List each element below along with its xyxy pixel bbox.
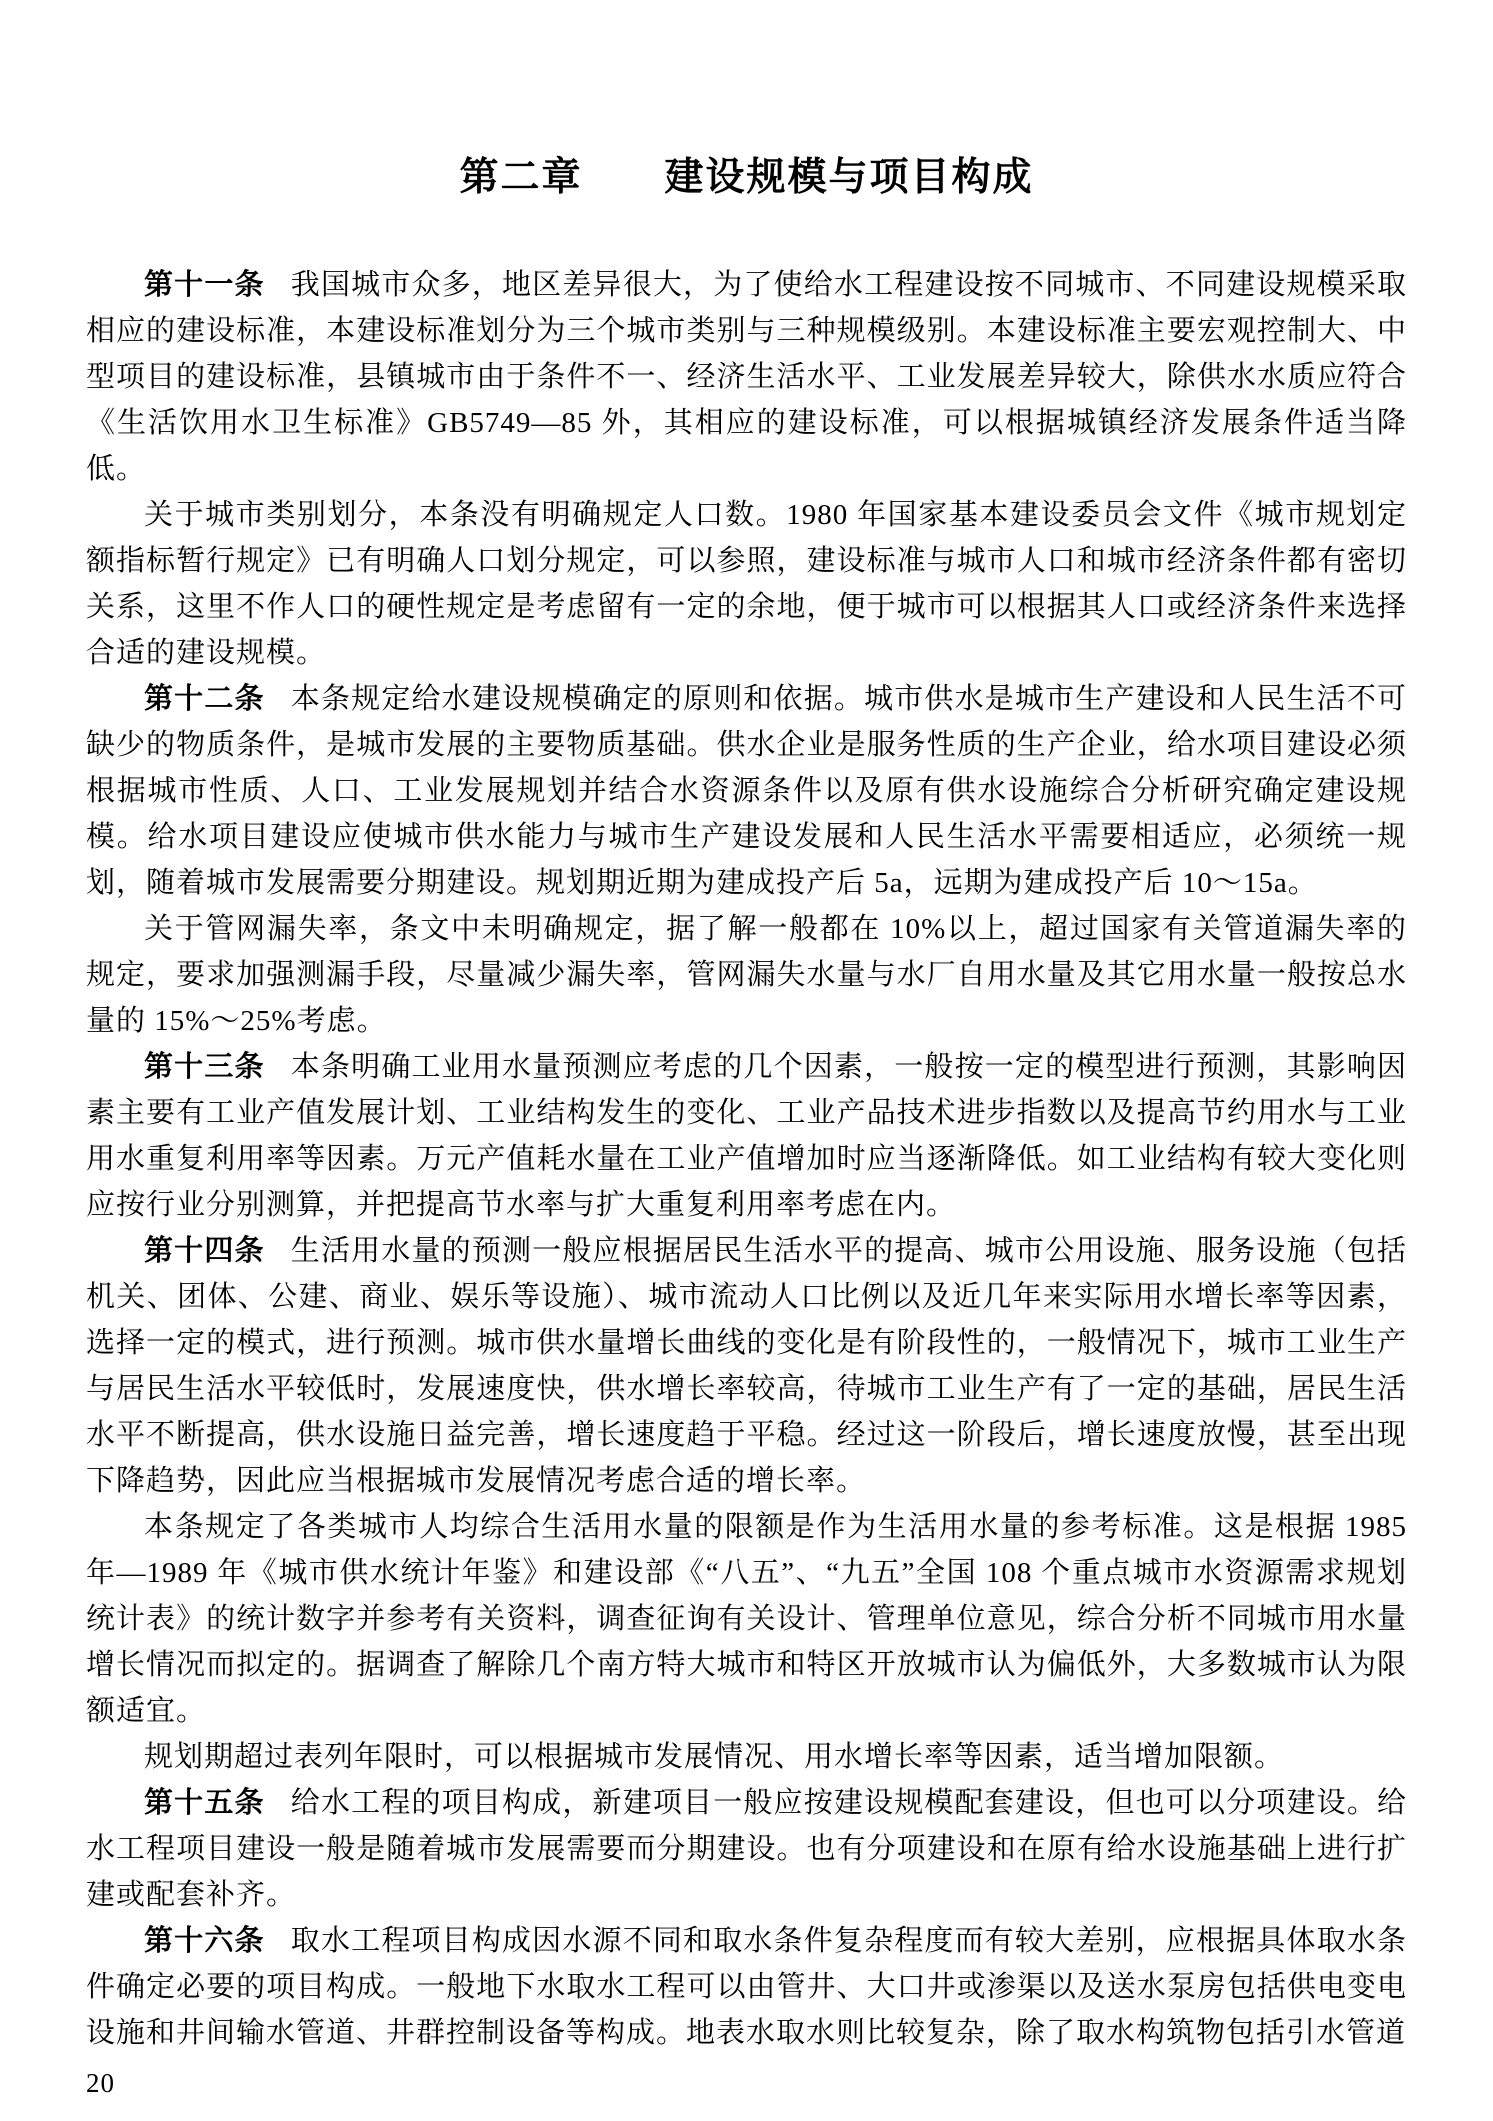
article-label: 第十一条 [144,269,265,301]
page-number: 20 [86,2068,115,2098]
paragraph-text: 取水工程项目构成因水源不同和取水条件复杂程度而有较大差别，应根据具体取水条件确定必要的项目构成。一般地下水取水工程可以由管井、大口井或渗渠以及送水泵房包括供电变电设施和井间输水管道、井群控制设备等构成。地表水取水则比较复杂，除了取水构筑物包括引水管道 [86,1925,1407,2049]
paragraph-text: 生活用水量的预测一般应根据居民生活水平的提高、城市公用设施、服务设施（包括机关、团体、公建、商业、娱乐等设施）、城市流动人口比例以及近几年来实际用水增长率等因素，选择一定的模式，进行预测。城市供水量增长曲线的变化是有阶段性的，一般情况下，城市工业生产与居民生活水平较低时，发展速度快，供水增长率较高，待城市工业生产有了一定的基础，居民生活水平不断提高，供水设施日益完善，增长速度趋于平稳。经过这一阶段后，增长速度放慢，甚至出现下降趋势，因此应当根据城市发展情况考虑合适的增长率。 [86,1235,1407,1497]
article-label: 第十五条 [144,1787,265,1819]
article-label: 第十四条 [144,1235,265,1267]
body-paragraph [86,1734,1407,1780]
paragraph-text: 规划期超过表列年限时，可以根据城市发展情况、用水增长率等因素，适当增加限额。 [144,1741,1285,1773]
paragraph-text: 本条明确工业用水量预测应考虑的几个因素，一般按一定的模型进行预测，其影响因素主要有工业产值发展计划、工业结构发生的变化、工业产品技术进步指数以及提高节约用水与工业用水重复利用率等因素。万元产值耗水量在工业产值增加时应当逐渐降低。如工业结构有较大变化则应按行业分别测算，并把提高节水率与扩大重复利用率考虑在内。 [86,1051,1407,1221]
paragraph-text: 关于管网漏失率，条文中未明确规定，据了解一般都在 10%以上，超过国家有关管道漏失率的规定，要求加强测漏手段，尽量减少漏失率，管网漏失水量与水厂自用水量及其它用水量一般按总水量的 15%～25%考虑。 [86,913,1407,1037]
body-paragraph [86,1044,1407,1228]
body-paragraph [86,1918,1407,2056]
body-paragraph [86,492,1407,676]
body-paragraph [86,676,1407,906]
body-paragraph [86,262,1407,492]
article-label: 第十二条 [144,683,265,715]
document-body [86,262,1407,2056]
body-paragraph [86,906,1407,1044]
paragraph-text: 我国城市众多，地区差异很大，为了使给水工程建设按不同城市、不同建设规模采取相应的建设标准，本建设标准划分为三个城市类别与三种规模级别。本建设标准主要宏观控制大、中型项目的建设标准，县镇城市由于条件不一、经济生活水平、工业发展差异较大，除供水水质应符合《生活饮用水卫生标准》GB5749—85 外，其相应的建设标准，可以根据城镇经济发展条件适当降低。 [86,269,1407,485]
body-paragraph [86,1780,1407,1918]
article-label: 第十三条 [144,1051,265,1083]
body-paragraph [86,1504,1407,1734]
chapter-title: 第二章 建设规模与项目构成 [459,156,1034,199]
article-label: 第十六条 [144,1925,265,1957]
paragraph-text: 本条规定了各类城市人均综合生活用水量的限额是作为生活用水量的参考标准。这是根据 1985 年—1989 年《城市供水统计年鉴》和建设部《“八五”、“九五”全国 108 个重点城市水资源需求规划统计表》的统计数字并参考有关资料，调查征询有关设计、管理单位意见，综合分析不同城市用水量增长情况而拟定的。据调查了解除几个南方特大城市和特区开放城市认为偏低外，大多数城市认为限额适宜。 [86,1511,1407,1727]
body-paragraph [86,1228,1407,1504]
paragraph-text: 给水工程的项目构成，新建项目一般应按建设规模配套建设，但也可以分项建设。给水工程项目建设一般是随着城市发展需要而分期建设。也有分项建设和在原有给水设施基础上进行扩建或配套补齐。 [86,1787,1407,1911]
paragraph-text: 本条规定给水建设规模确定的原则和依据。城市供水是城市生产建设和人民生活不可缺少的物质条件，是城市发展的主要物质基础。供水企业是服务性质的生产企业，给水项目建设必须根据城市性质、人口、工业发展规划并结合水资源条件以及原有供水设施综合分析研究确定建设规模。给水项目建设应使城市供水能力与城市生产建设发展和人民生活水平需要相适应，必须统一规划，随着城市发展需要分期建设。规划期近期为建成投产后 5a，远期为建成投产后 10～15a。 [86,683,1407,899]
paragraph-text: 关于城市类别划分，本条没有明确规定人口数。1980 年国家基本建设委员会文件《城市规划定额指标暂行规定》已有明确人口划分规定，可以参照，建设标准与城市人口和城市经济条件都有密切关系，这里不作人口的硬性规定是考虑留有一定的余地，便于城市可以根据其人口或经济条件来选择合适的建设规模。 [86,499,1407,669]
